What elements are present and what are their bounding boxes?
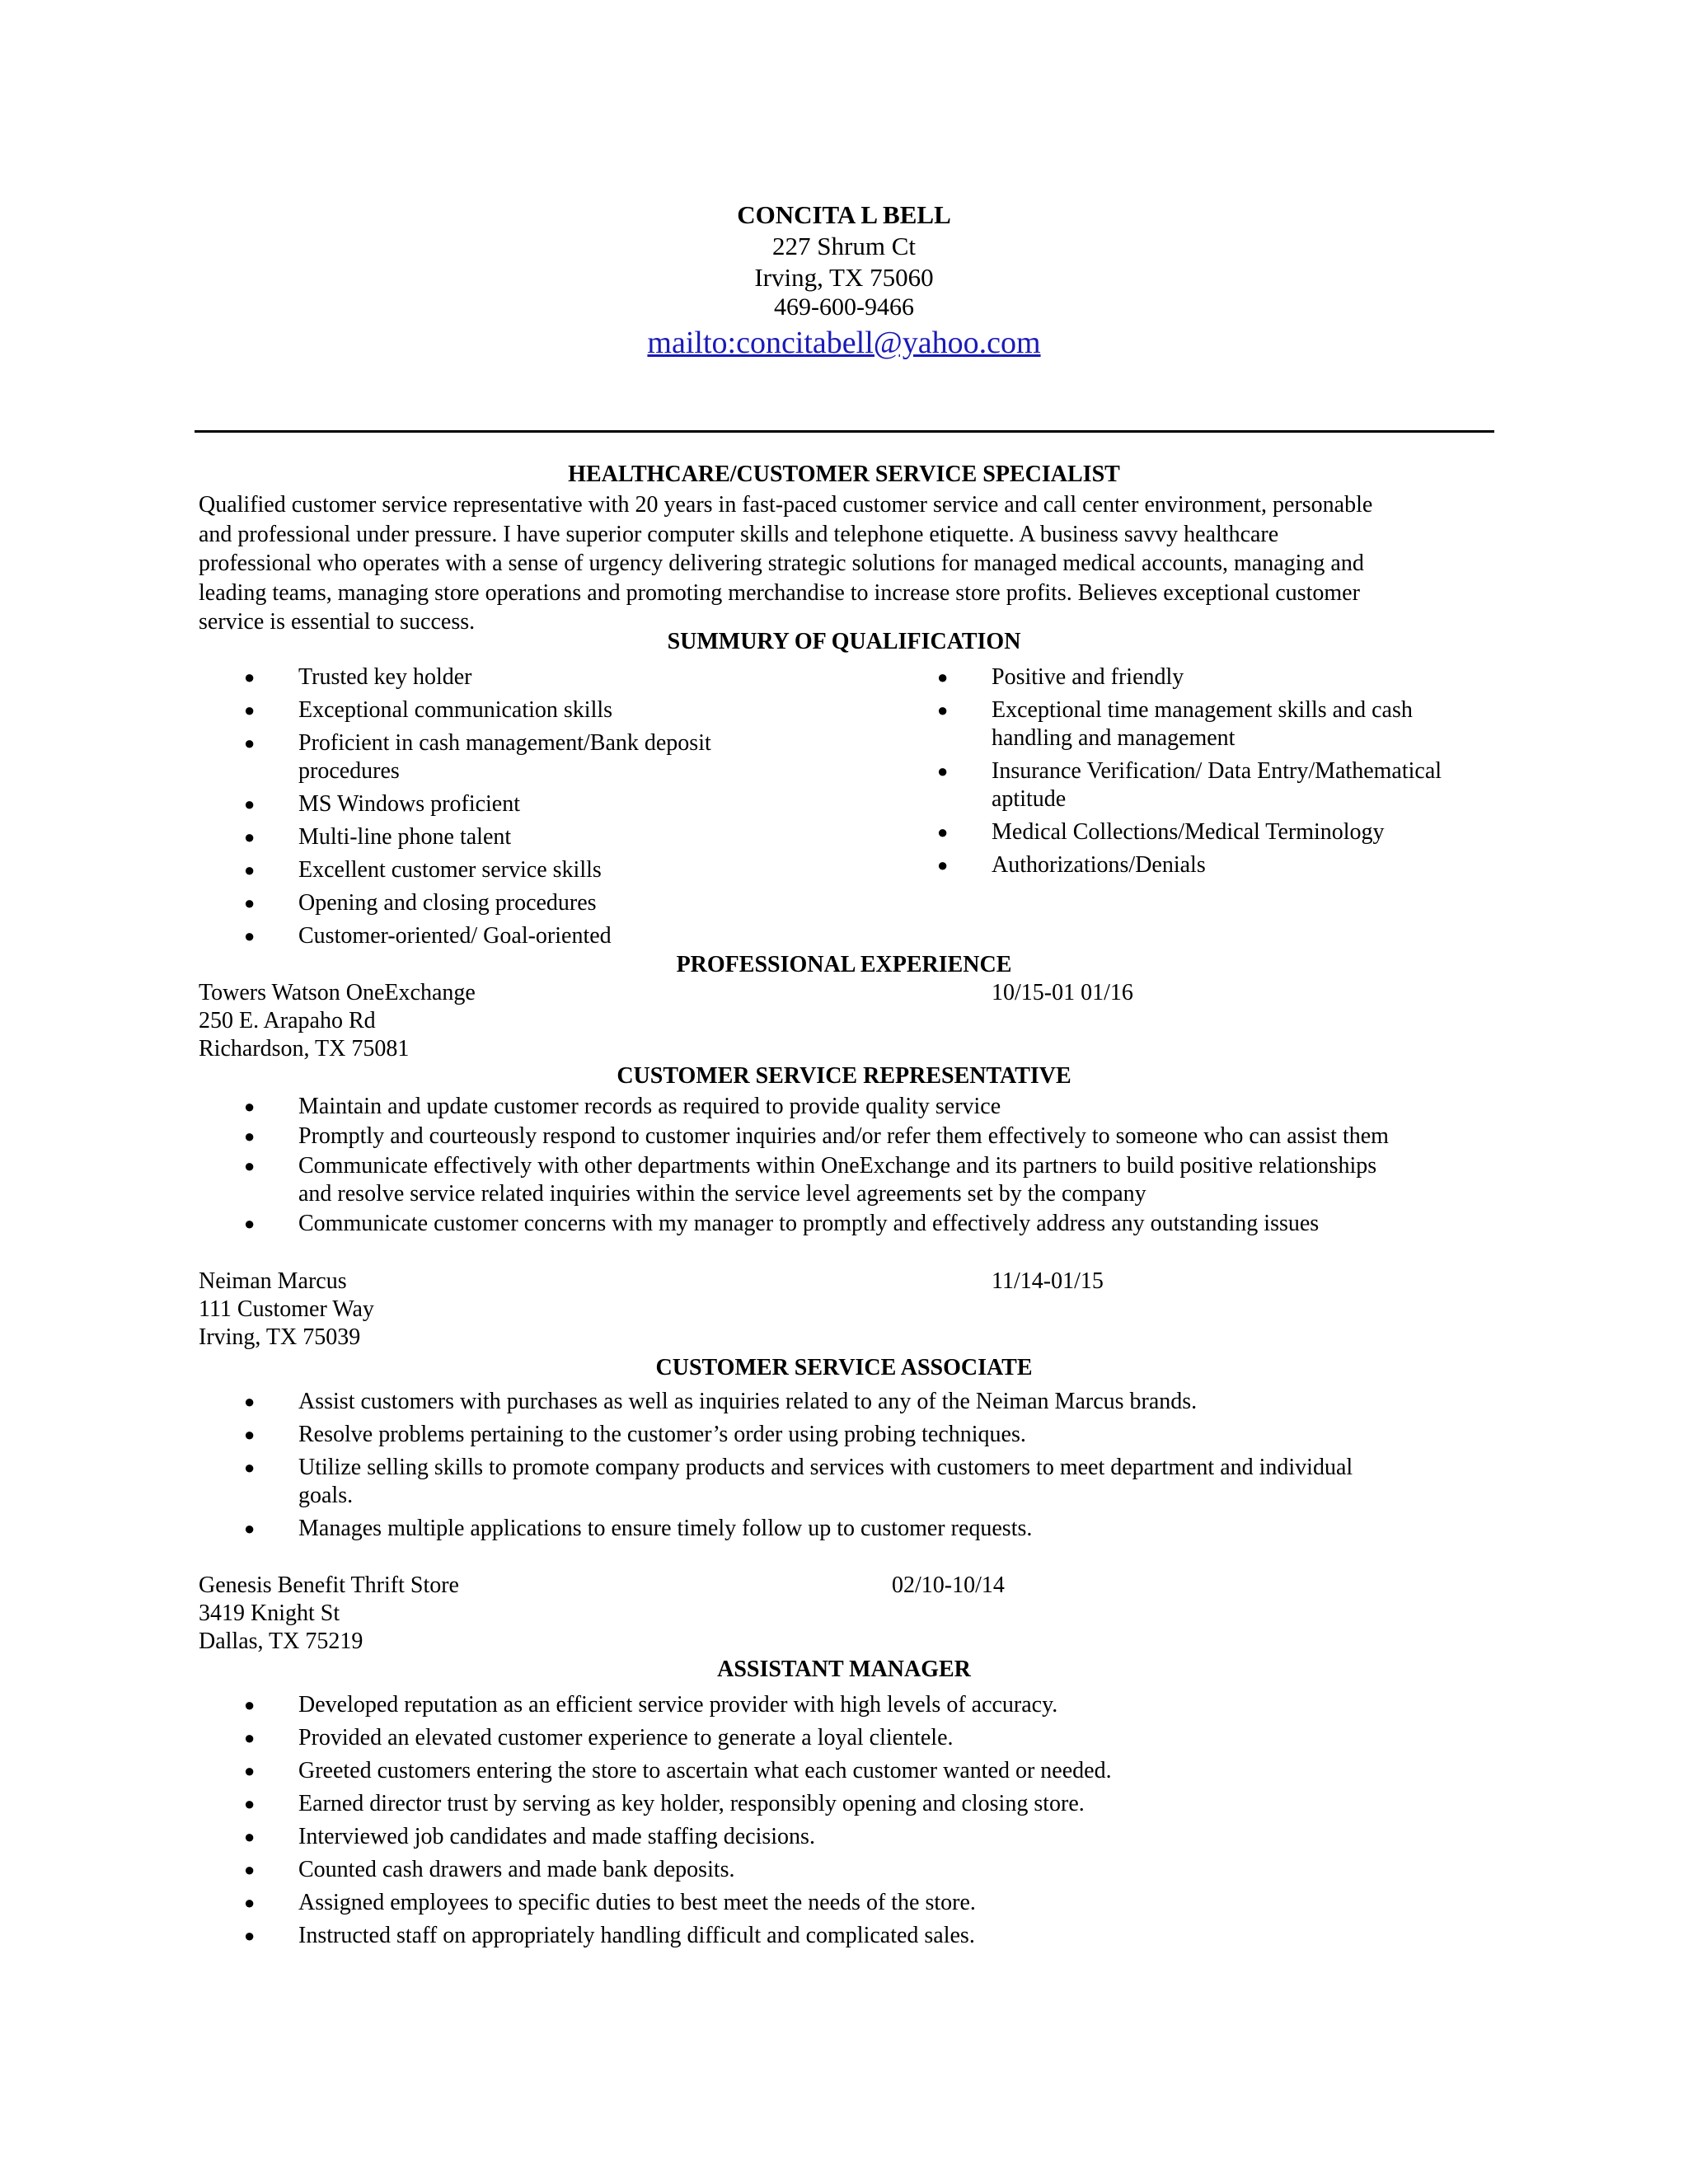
bullet-icon: ●: [244, 667, 256, 687]
bullet-text: Counted cash drawers and made bank deposits.: [298, 1857, 735, 1882]
bullet-text: Assigned employees to specific duties to best meet the needs of the store.: [298, 1890, 976, 1915]
bullet-text: Earned director trust by serving as key holder, responsibly opening and closing store.: [298, 1791, 1085, 1816]
bullet-icon: ●: [244, 794, 256, 814]
bullet-text: Opening and closing procedures: [298, 890, 597, 916]
job-address-line: Irving, TX 75039: [199, 1324, 361, 1350]
summary-paragraph: [199, 490, 1484, 637]
bullet-item: [199, 1210, 1517, 1238]
bullet-item: [199, 1093, 1517, 1121]
job-duties-list: [199, 1093, 1517, 1240]
bullet-item: [199, 1454, 1517, 1510]
bullet-text: Instructed staff on appropriately handling difficult and complicated sales.: [298, 1923, 975, 1948]
bullet-icon: ●: [244, 1457, 256, 1478]
bullet-icon: ●: [244, 1727, 256, 1748]
bullet-item: [199, 1152, 1517, 1208]
job-title: ASSISTANT MANAGER: [717, 1657, 971, 1682]
bullet-text: Medical Collections/Medical Terminology: [992, 819, 1385, 845]
summary-line: service is essential to success.: [199, 609, 476, 635]
bullet-text: Trusted key holder: [298, 664, 472, 690]
bullet-icon: ●: [244, 827, 256, 847]
bullet-icon: ●: [244, 1424, 256, 1445]
job-dates: 10/15-01 01/16: [992, 980, 1133, 1005]
bullet-item: [892, 851, 1617, 879]
bullet-item: [892, 696, 1617, 752]
bullet-icon: ●: [937, 761, 949, 781]
job-title: CUSTOMER SERVICE REPRESENTATIVE: [617, 1063, 1071, 1089]
bullet-icon: ●: [937, 855, 949, 875]
bullet-item: [199, 889, 924, 917]
bullet-item: [892, 757, 1617, 813]
bullet-text: Promptly and courteously respond to customer inquiries and/or refer them effectively to someone who can assist them: [298, 1123, 1389, 1149]
bullet-item: [199, 1922, 1517, 1950]
bullet-item: [199, 1856, 1517, 1884]
bullet-icon: ●: [244, 1760, 256, 1781]
bullet-icon: ●: [937, 700, 949, 720]
bullet-text: aptitude: [992, 786, 1067, 812]
job-address-line: 250 E. Arapaho Rd: [199, 1008, 376, 1033]
bullet-text: handling and management: [992, 725, 1236, 751]
job-address-line: Dallas, TX 75219: [199, 1629, 363, 1654]
summary-line: and professional under pressure. I have superior computer skills and telephone etiquette. A business savvy healthcare: [199, 521, 1279, 547]
bullet-icon: ●: [244, 1892, 256, 1913]
bullet-text: Developed reputation as an efficient service provider with high levels of accuracy.: [298, 1692, 1058, 1718]
phone-number: 469-600-9466: [774, 293, 914, 321]
bullet-icon: ●: [244, 1793, 256, 1814]
city-state-zip: Irving, TX 75060: [754, 263, 934, 292]
bullet-text: Proficient in cash management/Bank deposit: [298, 730, 711, 756]
bullet-text: Positive and friendly: [992, 664, 1184, 690]
bullet-icon: ●: [244, 893, 256, 913]
bullet-icon: ●: [244, 1155, 256, 1176]
bullet-icon: ●: [244, 1518, 256, 1539]
bullet-text: Exceptional communication skills: [298, 697, 613, 723]
bullet-item: [892, 818, 1617, 846]
bullet-text: Maintain and update customer records as required to provide quality service: [298, 1094, 1001, 1119]
bullet-text: procedures: [298, 758, 400, 784]
bullet-icon: ●: [244, 1391, 256, 1412]
bullet-item: [199, 856, 924, 884]
bullet-icon: ●: [244, 1213, 256, 1234]
job-title: CUSTOMER SERVICE ASSOCIATE: [655, 1355, 1033, 1380]
bullet-text: Communicate customer concerns with my manager to promptly and effectively address any outstanding issues: [298, 1211, 1320, 1236]
bullet-item: [199, 1823, 1517, 1851]
summary-line: Qualified customer service representative with 20 years in fast-paced customer service and call center environment, personable: [199, 492, 1373, 518]
summary-line: leading teams, managing store operations and promoting merchandise to increase store profits. Believes exceptional customer: [199, 579, 1360, 606]
bullet-item: [199, 1790, 1517, 1818]
bullet-icon: ●: [937, 822, 949, 842]
bullet-text: Provided an elevated customer experience to generate a loyal clientele.: [298, 1725, 954, 1750]
bullet-text: goals.: [298, 1483, 354, 1508]
bullet-text: MS Windows proficient: [298, 791, 521, 817]
job-address-line: 3419 Knight St: [199, 1601, 340, 1626]
bullet-item: [199, 1691, 1517, 1719]
bullet-text: Utilize selling skills to promote company products and services with customers to meet department and individual: [298, 1455, 1353, 1480]
bullet-text: Excellent customer service skills: [298, 857, 602, 883]
bullet-text: Authorizations/Denials: [992, 852, 1206, 878]
qualifications-list-right: [892, 663, 1617, 884]
bullet-text: Manages multiple applications to ensure timely follow up to customer requests.: [298, 1516, 1033, 1541]
bullet-text: and resolve service related inquiries within the service level agreements set by the company: [298, 1181, 1146, 1207]
job-dates: 11/14-01/15: [992, 1268, 1104, 1294]
bullet-item: [199, 1388, 1517, 1416]
bullet-item: [199, 922, 924, 950]
job-company: Neiman Marcus: [199, 1268, 347, 1294]
bullet-item: [892, 663, 1617, 691]
bullet-icon: ●: [244, 1694, 256, 1715]
bullet-icon: ●: [244, 860, 256, 880]
bullet-item: [199, 1889, 1517, 1917]
bullet-text: Multi-line phone talent: [298, 824, 512, 850]
bullet-icon: ●: [244, 1126, 256, 1146]
bullet-icon: ●: [937, 667, 949, 687]
candidate-name: CONCITA L BELL: [737, 200, 951, 229]
bullet-text: Assist customers with purchases as well as inquiries related to any of the Neiman Marcus brands.: [298, 1389, 1198, 1414]
bullet-item: [199, 790, 924, 818]
summary-heading: HEALTHCARE/CUSTOMER SERVICE SPECIALIST: [568, 462, 1120, 487]
job-address-line: 111 Customer Way: [199, 1296, 374, 1322]
bullet-text: Exceptional time management skills and cash: [992, 697, 1413, 723]
bullet-text: Communicate effectively with other departments within OneExchange and its partners to build positive relationships: [298, 1153, 1377, 1179]
bullet-text: Resolve problems pertaining to the customer’s order using probing techniques.: [298, 1422, 1026, 1447]
bullet-text: Insurance Verification/ Data Entry/Mathematical: [992, 758, 1442, 784]
bullet-icon: ●: [244, 1859, 256, 1880]
job-duties-list: [199, 1691, 1517, 1955]
job-company: Genesis Benefit Thrift Store: [199, 1572, 459, 1598]
bullet-item: [199, 729, 924, 785]
bullet-text: Customer-oriented/ Goal-oriented: [298, 923, 612, 949]
bullet-text: Greeted customers entering the store to ascertain what each customer wanted or needed.: [298, 1758, 1112, 1783]
bullet-icon: ●: [244, 1925, 256, 1946]
bullet-icon: ●: [244, 700, 256, 720]
bullet-item: [199, 663, 924, 691]
job-address-line: Richardson, TX 75081: [199, 1036, 410, 1062]
bullet-item: [199, 1757, 1517, 1785]
bullet-icon: ●: [244, 733, 256, 753]
bullet-item: [199, 1724, 1517, 1752]
bullet-text: Interviewed job candidates and made staffing decisions.: [298, 1824, 815, 1849]
bullet-item: [199, 823, 924, 851]
bullet-icon: ●: [244, 926, 256, 946]
email-link[interactable]: mailto:concitabell@yahoo.com: [647, 326, 1041, 360]
bullet-item: [199, 696, 924, 724]
bullet-icon: ●: [244, 1096, 256, 1117]
bullet-item: [199, 1421, 1517, 1449]
header-divider: [195, 430, 1494, 433]
qualifications-list-left: [199, 663, 924, 955]
bullet-icon: ●: [244, 1826, 256, 1847]
summary-line: professional who operates with a sense of urgency delivering strategic solutions for managed medical accounts, managing and: [199, 551, 1364, 576]
street-address: 227 Shrum Ct: [772, 232, 916, 260]
qualifications-heading: SUMMURY OF QUALIFICATION: [667, 629, 1021, 654]
bullet-item: [199, 1515, 1517, 1543]
job-duties-list: [199, 1388, 1517, 1548]
bullet-item: [199, 1122, 1517, 1151]
job-company: Towers Watson OneExchange: [199, 980, 476, 1005]
experience-heading: PROFESSIONAL EXPERIENCE: [676, 952, 1012, 977]
job-dates: 02/10-10/14: [892, 1572, 1005, 1598]
